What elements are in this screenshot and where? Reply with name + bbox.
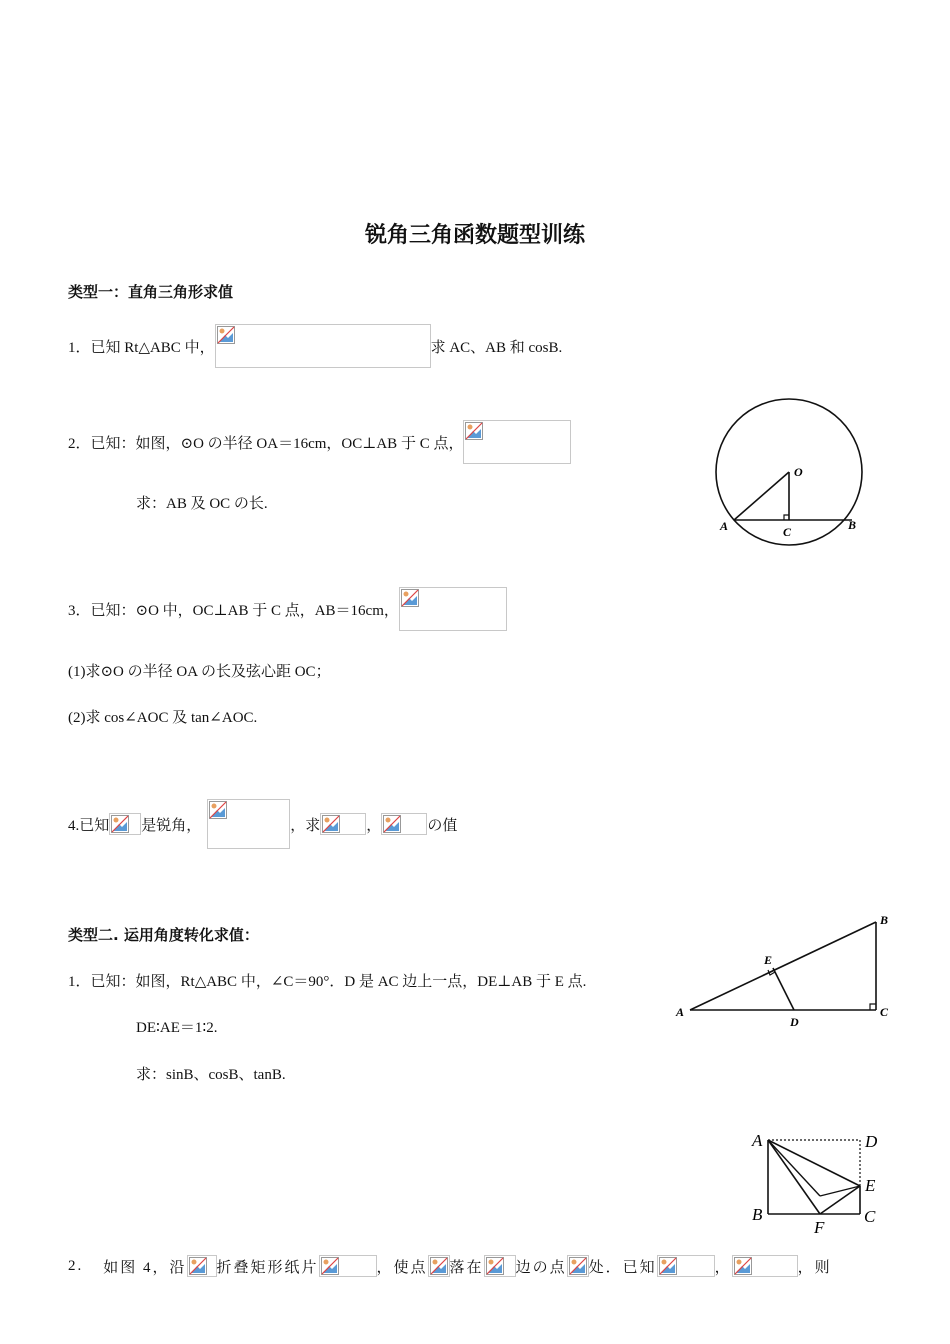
broken-image-icon bbox=[465, 422, 483, 440]
s2q2-t5: 边の点 bbox=[515, 1259, 567, 1276]
broken-image-icon bbox=[322, 815, 340, 833]
broken-image-placeholder bbox=[320, 813, 366, 835]
q1-text-post: 求 AC、AB 和 cosB. bbox=[430, 339, 563, 356]
broken-image-icon bbox=[734, 1257, 752, 1275]
broken-image-placeholder bbox=[319, 1255, 377, 1277]
broken-image-placeholder bbox=[187, 1255, 217, 1277]
q4-text-mid2: ，求 bbox=[290, 817, 321, 834]
broken-image-icon bbox=[383, 815, 401, 833]
fig2-label-c: C bbox=[880, 1005, 889, 1019]
q2-line2: 求：AB 及 OC の长. bbox=[136, 496, 268, 512]
broken-image-placeholder bbox=[484, 1255, 516, 1277]
broken-image-placeholder bbox=[732, 1255, 798, 1277]
s2q2-t7: ， bbox=[714, 1259, 732, 1276]
broken-image-icon bbox=[659, 1257, 677, 1275]
s2q1-line3: 求：sinB、cosB、tanB. bbox=[136, 1067, 286, 1083]
broken-image-placeholder bbox=[428, 1255, 450, 1277]
fig2-label-e: E bbox=[764, 953, 773, 967]
s1-question-2 bbox=[68, 420, 571, 464]
broken-image-placeholder bbox=[109, 813, 141, 835]
rectangle-figure bbox=[748, 1128, 888, 1240]
q4-text-pre: 4.已知 bbox=[68, 817, 110, 834]
fig2-label-d: D bbox=[790, 1015, 799, 1029]
s2q2-t8: ，则 bbox=[797, 1259, 832, 1276]
q3-sub1: (1)求⊙O の半径 OA の长及弦心距 OC； bbox=[68, 664, 331, 680]
broken-image-icon bbox=[321, 1257, 339, 1275]
fig3-label-a: A bbox=[752, 1131, 763, 1150]
broken-image-icon bbox=[209, 801, 227, 819]
triangle-figure bbox=[674, 908, 896, 1032]
fig2-label-b: B bbox=[880, 913, 889, 927]
s1-question-3 bbox=[68, 587, 507, 631]
broken-image-icon bbox=[401, 589, 419, 607]
broken-image-icon bbox=[569, 1257, 587, 1275]
fig3-label-d: D bbox=[865, 1132, 878, 1151]
broken-image-icon bbox=[430, 1257, 448, 1275]
s2-question-2 bbox=[68, 1254, 832, 1278]
q3-sub2: (2)求 cos∠AOC 及 tan∠AOC. bbox=[68, 710, 258, 726]
q2-text-pre: 已知：如图，⊙O の半径 OA＝16cm，OC⊥AB 于 C 点， bbox=[90, 435, 464, 452]
fig1-label-b: B bbox=[848, 518, 857, 532]
fig3-label-e: E bbox=[865, 1176, 876, 1195]
s2-question-1 bbox=[68, 970, 586, 991]
broken-image-icon bbox=[189, 1257, 207, 1275]
broken-image-placeholder bbox=[215, 324, 431, 368]
s2q2-t3: ，使点 bbox=[376, 1259, 428, 1276]
q3-number: 3． bbox=[68, 602, 91, 619]
broken-image-icon bbox=[217, 326, 235, 344]
broken-image-placeholder bbox=[463, 420, 571, 464]
broken-image-placeholder bbox=[567, 1255, 589, 1277]
q2-number: 2． bbox=[68, 435, 91, 452]
fig3-label-b: B bbox=[752, 1205, 763, 1224]
broken-image-placeholder bbox=[399, 587, 507, 631]
q1-number: 1． bbox=[68, 339, 91, 356]
broken-image-placeholder bbox=[381, 813, 427, 835]
fig3-label-c: C bbox=[864, 1207, 876, 1226]
fig2-label-a: A bbox=[676, 1005, 685, 1019]
s2q2-t4: 落在 bbox=[449, 1259, 484, 1276]
s2q1-line1: 已知：如图，Rt△ABC 中，∠C＝90°．D 是 AC 边上一点，DE⊥AB 于 E 点. bbox=[90, 974, 587, 990]
s2q2-t1: 如图 4，沿 bbox=[103, 1259, 187, 1276]
q1-text-pre: 已知 Rt△ABC 中， bbox=[90, 339, 215, 356]
q4-text-mid1: 是锐角， bbox=[141, 817, 202, 834]
s2q1-line2: DE∶AE＝1∶2. bbox=[136, 1020, 218, 1036]
broken-image-placeholder bbox=[207, 799, 290, 849]
s2q2-t2: 折叠矩形纸片 bbox=[216, 1259, 319, 1276]
q4-text-post: の值 bbox=[427, 817, 458, 834]
page-title: 锐角三角函数题型训练 bbox=[364, 223, 585, 248]
s2q2-t6: 处．已知 bbox=[588, 1259, 657, 1276]
broken-image-icon bbox=[486, 1257, 504, 1275]
s1-question-1 bbox=[68, 324, 562, 368]
s2q1-number: 1． bbox=[68, 974, 91, 990]
fig1-label-c: C bbox=[783, 525, 792, 539]
s2q2-number: 2. bbox=[68, 1257, 84, 1274]
s1-question-4 bbox=[68, 799, 457, 849]
fig1-label-a: A bbox=[720, 519, 729, 533]
circle-figure bbox=[712, 396, 872, 548]
fig3-label-f: F bbox=[814, 1218, 825, 1237]
broken-image-icon bbox=[111, 815, 129, 833]
fig1-label-o: O bbox=[794, 465, 803, 479]
section2-heading: 类型二. 运用角度转化求值： bbox=[68, 926, 259, 944]
q4-text-mid3: ， bbox=[366, 817, 382, 834]
q3-text-pre: 已知：⊙O 中，OC⊥AB 于 C 点，AB＝16cm， bbox=[90, 602, 399, 619]
broken-image-placeholder bbox=[657, 1255, 715, 1277]
section1-heading: 类型一：直角三角形求值 bbox=[68, 283, 234, 301]
